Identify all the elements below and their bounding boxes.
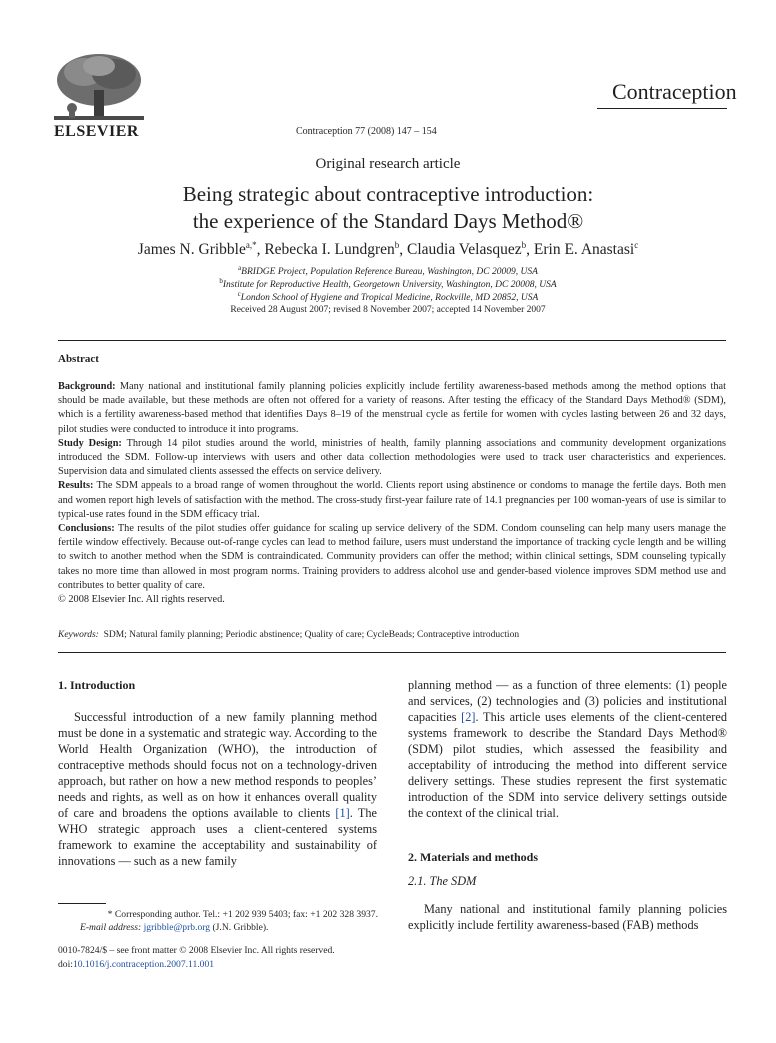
keywords-text: SDM; Natural family planning; Periodic abstinence; Quality of care; CycleBeads; Contraceptive introduction [103,630,520,640]
affiliation-text: London School of Hygiene and Tropical Medicine, Rockville, MD 20852, USA [240,293,539,304]
affiliation-sup: b [219,277,223,285]
abstract-text: Many national and institutional family planning policies explicitly include fertility awareness-based methods among the method options that should be made available, but these methods are often not offered for a variety of reasons. After testing the efficacy of the Standard Days Method® (SDM), which is a fertility awareness-based method that identifies Days 8–19 of the menstrual cycle as fertile for women with cycles lasting between 26 and 32 days, pilot studies were conducted to introduce it into programs. [58,381,726,435]
abstract-body [58,380,726,607]
citation: Contraception 77 (2008) 147 – 154 [296,126,437,137]
abstract-copyright: © 2008 Elsevier Inc. All rights reserved. [58,594,225,606]
abstract-text: The results of the pilot studies offer guidance for scaling up service delivery of the SDM. Condom counseling can help many users manage the fertile window effectively. Because out-of-range cycles can lead to method failure, users must understand the importance of tracking cycle length and be willing to switch to another method when the SDM is contraindicated. Community providers can offer the method; within clinical settings, SDM counseling typically takes no more time than allowed in most program norms. Training providers to address alcohol use and gender-based violence improves SDM method use and contributes to better quality of care. [58,523,727,591]
footnote [58,908,378,934]
author-name: Rebecka I. Lundgren [264,241,395,259]
author-sup: a,* [245,240,257,250]
issn-block [58,944,335,972]
abstract-label: Results: [58,480,94,492]
abstract-label: Background: [58,381,116,392]
affiliation-sup: a [238,264,242,272]
paragraph [58,709,377,869]
paragraph-text: . This article uses elements of the client-centered systems framework to describe the Standard Days Method® (SDM) pilot studies, which assessed the feasibility and acceptability of introducing the method into different service delivery settings. These studies represent the first systematic introduction of the SDM into service delivery settings outside the context of the clinical trial. [408,710,727,820]
abstract-text: The SDM appeals to a broad range of women throughout the world. Clients report using abstinence or condoms to manage the fertile days. Both men and women report high levels of satisfaction with the method. The cross-study first-year failure rate of 14.1 pregnancies per 100 woman-years of use is similar to typical-use rates found in the SDM efficacy trial. [58,480,727,520]
issn-line: 0010-7824/$ – see front matter © 2008 Elsevier Inc. All rights reserved. [58,945,335,956]
email-line [58,921,378,934]
abstract-conclusions [58,522,726,593]
email-suffix: (J.N. Gribble). [210,922,269,933]
title-line-1: Being strategic about contraceptive introduction: [182,182,594,206]
divider [58,652,726,653]
affiliation [0,290,776,303]
author-sup: c [634,240,639,250]
paragraph-text: Successful introduction of a new family planning method must be done in a systematic and strategic way. According to the World Health Organization (WHO), the introduction of contraceptive methods should focus not on a technology-driven approach, but rather on how a new method responds to peoples’ needs and rights, as well as on how it enhances overall quality of care and broadens the options available to clients [58,710,377,820]
section-heading: 1. Introduction [58,678,136,692]
paragraph [408,677,727,821]
section-heading: 2. Materials and methods [408,850,538,864]
reference-link[interactable]: [1] [335,806,350,820]
author-list: James N. Gribble$^{a,*}$, Rebecka I. Lundgren$^b$, Claudia Velasquez$^b$, Erin E. Anastasi$^c$ [137,240,639,259]
abstract-background [58,380,726,437]
author-name: Erin E. Anastasi [533,241,635,259]
keywords-label: Keywords: [58,630,99,640]
right-column [408,677,727,933]
affiliation-text: BRIDGE Project, Population Reference Bureau, Washington, DC 20009, USA [241,267,538,278]
affiliation [0,277,776,290]
paragraph: Many national and institutional family planning policies explicitly include fertility awareness-based (FAB) methods [408,902,727,932]
paragraph-text: planning method — as a function of three elements: (1) people and services, (2) technologies and (3) policies and institutional capacities [408,678,727,724]
article-type: Original research article [315,156,461,172]
abstract-text: Through 14 pilot studies around the world, ministries of health, family planning associations and community development organizations introduced the SDM. Follow-up interviews with users and other data collection methodologies were used to track user characteristics and experiences. Supervision data and simulated clients assessed the effects on service delivery. [58,437,727,478]
abstract-label: Conclusions: [58,523,115,535]
doi-label: doi: [58,959,73,970]
received-dates: Received 28 August 2007; revised 8 November 2007; accepted 14 November 2007 [230,305,546,315]
publisher-name: ELSEVIER [54,123,139,140]
divider [58,340,726,341]
author-sup: b [394,240,400,250]
author-sup: b [521,240,527,250]
abstract-design [58,437,726,480]
abstract-results [58,479,726,522]
doi-line [58,958,335,972]
journal-name: Contraception [612,79,737,104]
abstract-heading: Abstract [58,353,99,365]
reference-link[interactable]: [2] [461,710,476,724]
doi-link[interactable]: 10.1016/j.contraception.2007.11.001 [72,959,215,970]
keywords [58,630,519,640]
affiliation-sup: c [237,290,241,298]
corresponding-author: * Corresponding author. Tel.: +1 202 939 5403; fax: +1 202 328 3937. [107,909,378,920]
left-column [58,677,377,869]
affiliation-text: Institute for Reproductive Health, Georgetown University, Washington, DC 20008, USA [222,280,557,291]
author-name: James N. Gribble [137,241,246,259]
author-name: Claudia Velasquez [407,241,522,259]
footnote-rule [58,903,106,904]
paragraph-text: . The WHO strategic approach uses a client-centered systems framework to examine the acceptability and sustainability of innovations — such as a new family [58,806,377,868]
elsevier-tree-logo-icon [44,50,154,130]
journal-rule [597,108,727,109]
email-label: E-mail address: [80,922,142,933]
subsection-heading: 2.1. The SDM [408,874,477,888]
affiliation [0,264,776,277]
abstract-label: Study Design: [58,437,122,449]
email-link[interactable]: jgribble@prb.org [143,922,211,933]
title-line-2: the experience of the Standard Days Method® [192,209,584,233]
article-title [0,181,776,235]
